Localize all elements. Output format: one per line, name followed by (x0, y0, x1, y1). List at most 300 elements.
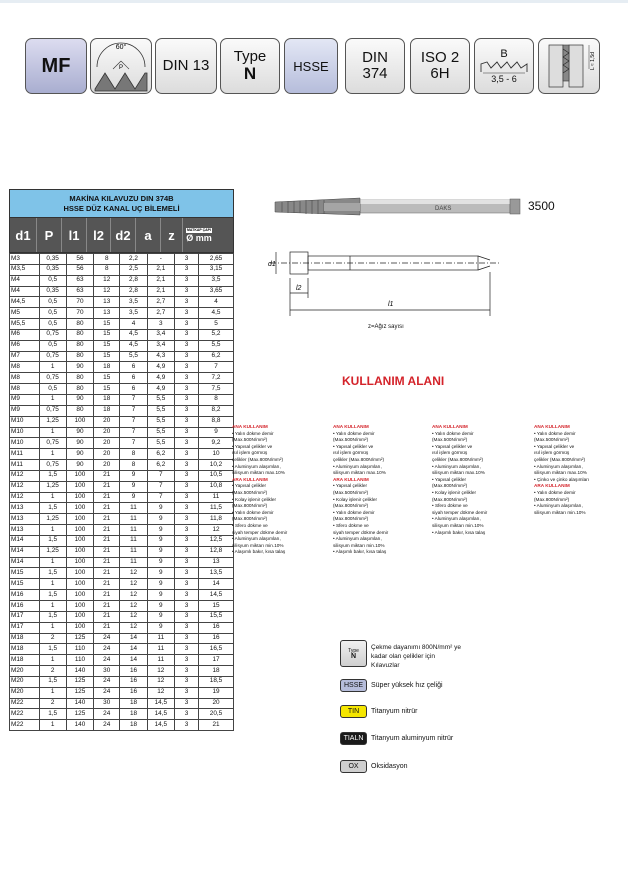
table-cell: 2 (39, 698, 66, 709)
flute-note: z=Ağız sayısı (368, 324, 404, 330)
usage-item: silisyum miktarı min.10% (333, 542, 385, 548)
usage-item: • Sfero dökme ve (432, 503, 468, 509)
table-cell: 90 (66, 427, 93, 438)
ox-desc: Oksidasyon (371, 763, 408, 770)
usage-item: ısıl işlem görmüş (432, 450, 468, 456)
table-cell: 3 (174, 470, 198, 481)
din13-badge (155, 38, 217, 94)
table-cell: 11 (120, 535, 147, 546)
usage-item: siyah temper dökme demir (232, 529, 288, 535)
table-cell: 3 (174, 676, 198, 687)
svg-text:60°: 60° (115, 44, 127, 51)
table-cell: 21 (94, 514, 120, 525)
drill-header-small: MATKAP ÇAPI (187, 227, 211, 232)
table-cell: 3 (174, 340, 198, 351)
svg-text:P: P (118, 65, 124, 71)
table-row (10, 687, 234, 698)
usage-item: silisyum miktarı max.10% (232, 470, 285, 476)
thread-profile-icon (90, 38, 152, 94)
table-cell: 3 (174, 666, 198, 677)
table-cell: 2 (39, 633, 66, 644)
table-cell: 1 (39, 394, 66, 405)
table-cell: 5,5 (147, 405, 174, 416)
table-cell: 80 (66, 405, 93, 416)
table-cell: 11 (199, 492, 234, 503)
table-cell: 7 (120, 427, 147, 438)
table-cell: 1,5 (39, 535, 66, 546)
table-cell: 20 (94, 449, 120, 460)
table-cell: 0,35 (39, 254, 66, 265)
table-cell: M6 (10, 340, 40, 351)
table-cell: 56 (66, 254, 93, 265)
thread-60-icon (91, 39, 151, 93)
table-cell: 18 (120, 698, 147, 709)
usage-item: (Max.800N/mm²) (333, 516, 369, 522)
table-cell: 3 (174, 427, 198, 438)
usage-heading: ANA KULLANIM (232, 424, 268, 429)
table-cell: M8 (10, 362, 40, 373)
usage-item: • Aluminyum alaşımları, (432, 516, 481, 522)
usage-item: siyah temper dökme demir (432, 509, 488, 515)
usage-item: • Yalın dökme demir (333, 430, 375, 436)
table-row (10, 611, 234, 622)
table-cell: 1 (39, 362, 66, 373)
table-cell: 0,5 (39, 384, 66, 395)
table-cell: 15 (94, 329, 120, 340)
table-cell: M20 (10, 676, 40, 687)
table-cell: 3 (174, 308, 198, 319)
usage-item: • Aluminyum alaşımları, (534, 503, 583, 509)
table-cell: 140 (66, 666, 93, 677)
table-cell: 3 (174, 286, 198, 297)
table-cell: 1 (39, 427, 66, 438)
table-cell: M13 (10, 503, 40, 514)
table-row (10, 427, 234, 438)
table-cell: 16 (120, 666, 147, 677)
table-cell: 3 (174, 384, 198, 395)
table-cell: 21 (199, 720, 234, 731)
table-row (10, 319, 234, 330)
table-row (10, 666, 234, 677)
usage-item: • Yapısal çelikler ve (232, 443, 273, 449)
table-cell: 12,5 (199, 535, 234, 546)
table-cell: 3,5 (199, 275, 234, 286)
table-cell: 0,35 (39, 286, 66, 297)
table-cell: 20 (94, 427, 120, 438)
table-cell: 6 (120, 362, 147, 373)
table-cell: M18 (10, 644, 40, 655)
usage-heading: ANA KULLANIM (432, 424, 468, 429)
usage-item: (Max.800N/mm²) (232, 503, 268, 509)
table-cell: M4 (10, 286, 40, 297)
table-cell: 140 (66, 720, 93, 731)
table-cell: 6 (120, 373, 147, 384)
usage-item: • Aluminyum alaşımları, (534, 463, 583, 469)
ox-legend-icon: OX (340, 760, 367, 773)
table-cell: M18 (10, 633, 40, 644)
table-cell: 18 (120, 720, 147, 731)
table-cell: 11 (120, 503, 147, 514)
table-cell: 1,5 (39, 470, 66, 481)
table-cell: 1,5 (39, 611, 66, 622)
table-cell: 14 (120, 644, 147, 655)
table-row (10, 470, 234, 481)
usage-item: (Max.500N/mm²) (333, 489, 369, 495)
usage-item: • Yalın dökme demir (534, 489, 576, 495)
usage-heading: ARA KULLANIM (534, 483, 570, 489)
table-cell: 1 (39, 579, 66, 590)
table-cell: M16 (10, 601, 40, 612)
table-cell: 80 (66, 373, 93, 384)
table-cell: 21 (94, 557, 120, 568)
table-title (9, 189, 234, 218)
usage-heading: ARA KULLANIM (232, 476, 268, 482)
table-cell: 140 (66, 698, 93, 709)
table-cell: 3 (174, 655, 198, 666)
table-cell: M22 (10, 709, 40, 720)
table-cell: 4,3 (147, 351, 174, 362)
tialn-legend-icon: TIALN (340, 732, 367, 745)
table-cell: 9 (147, 601, 174, 612)
table-cell: 11 (120, 525, 147, 536)
usage-item: (Max.500N/mm²) (333, 437, 369, 443)
table-title-line2: HSSE DÜZ KANAL UÇ BİLEMELİ (63, 203, 180, 213)
table-cell: 18 (199, 666, 234, 677)
usage-item: (Max.500N/mm²) (232, 437, 268, 443)
table-cell: 1,5 (39, 568, 66, 579)
table-cell: 2 (39, 666, 66, 677)
table-cell: 11,8 (199, 514, 234, 525)
table-cell: M9 (10, 405, 40, 416)
table-cell: 13 (199, 557, 234, 568)
table-cell: 2,8 (120, 286, 147, 297)
usage-item: • Yalın dökme demir (432, 430, 474, 436)
table-cell: 7,5 (199, 384, 234, 395)
table-cell: 3 (174, 405, 198, 416)
table-row (10, 254, 234, 265)
usage-item: çelikler (Max.800N/mm²) (232, 456, 284, 462)
table-cell: 1,25 (39, 481, 66, 492)
table-cell: 15 (94, 340, 120, 351)
table-row (10, 492, 234, 503)
table-row (10, 297, 234, 308)
table-cell: 0,5 (39, 308, 66, 319)
table-cell: 0,5 (39, 275, 66, 286)
table-cell: 1,25 (39, 416, 66, 427)
table-row (10, 394, 234, 405)
table-cell: 100 (66, 622, 93, 633)
table-cell: 8,2 (199, 405, 234, 416)
table-cell: 1 (39, 687, 66, 698)
type-n-badge (220, 38, 280, 94)
table-cell: M11 (10, 449, 40, 460)
table-cell: 20,5 (199, 709, 234, 720)
usage-title: KULLANIM ALANI (342, 374, 445, 388)
table-cell: M14 (10, 546, 40, 557)
table-cell: 2,7 (147, 308, 174, 319)
table-cell: 2,5 (120, 264, 147, 275)
table-row (10, 709, 234, 720)
hsse-desc: Süper yüksek hız çeliği (371, 682, 443, 689)
table-cell: 2,1 (147, 264, 174, 275)
table-cell: 3 (174, 329, 198, 340)
table-cell: 12 (147, 666, 174, 677)
table-cell: 3 (174, 709, 198, 720)
col-p: P (37, 218, 62, 252)
table-cell: 3 (174, 264, 198, 275)
table-cell: 100 (66, 416, 93, 427)
drill-header-label: Ø mm (186, 232, 212, 243)
usage-item: • Alaşımlı bakır, kısa talaş (432, 529, 486, 535)
table-cell: 20 (94, 438, 120, 449)
col-drill (183, 218, 215, 252)
table-cell: 11,5 (199, 503, 234, 514)
table-cell: 8,8 (199, 416, 234, 427)
usage-item: • Yalın dökme demir (333, 509, 375, 515)
type-desc-1: Çekme dayanımı 800N/mm² ye (371, 644, 461, 651)
table-cell: 21 (94, 590, 120, 601)
usage-item: • Yapısal çelikler (232, 483, 267, 489)
hsse-badge (284, 38, 338, 94)
table-cell: 4 (199, 297, 234, 308)
table-cell: M12 (10, 492, 40, 503)
table-cell: 1 (39, 720, 66, 731)
table-cell: 1 (39, 601, 66, 612)
table-cell: 3 (174, 633, 198, 644)
usage-item: • Yalın dökme demir (232, 430, 274, 436)
table-cell: 3,4 (147, 329, 174, 340)
table-cell: 100 (66, 470, 93, 481)
table-cell: 100 (66, 492, 93, 503)
table-cell: 1,5 (39, 503, 66, 514)
usage-item: ısıl işlem görmüş (534, 450, 570, 456)
table-cell: 3 (174, 460, 198, 471)
table-cell: 11 (147, 644, 174, 655)
usage-item: • Yapısal çelikler ve (534, 443, 575, 449)
product-code: 3500 (528, 199, 555, 213)
table-cell: M5 (10, 308, 40, 319)
table-cell: 3 (174, 492, 198, 503)
usage-item: • Kolay işlenir çelikler (333, 496, 378, 502)
table-header (9, 218, 234, 253)
usage-item: (Max.800N/mm²) (432, 483, 468, 489)
usage-item: • Sfero dökme ve (232, 522, 268, 528)
table-cell: 2,1 (147, 275, 174, 286)
table-cell: 80 (66, 329, 93, 340)
iso-line2: 6H (430, 65, 450, 82)
table-row (10, 438, 234, 449)
usage-item: • Yapısal çelikler (333, 483, 368, 489)
table-cell: 14 (120, 655, 147, 666)
table-row (10, 546, 234, 557)
table-cell: 2,2 (120, 254, 147, 265)
table-cell: 0,75 (39, 405, 66, 416)
table-cell: M5,5 (10, 319, 40, 330)
table-cell: 100 (66, 557, 93, 568)
usage-item: silisyum miktarı max.10% (333, 470, 386, 476)
table-cell: 100 (66, 590, 93, 601)
table-cell: M12 (10, 470, 40, 481)
table-cell: 3 (174, 503, 198, 514)
dim-l2: l2 (296, 285, 302, 292)
table-row (10, 405, 234, 416)
table-row (10, 676, 234, 687)
table-row (10, 416, 234, 427)
table-cell: 70 (66, 297, 93, 308)
table-cell: 0,75 (39, 351, 66, 362)
tap-photo (275, 198, 520, 215)
table-cell: 80 (66, 340, 93, 351)
table-cell: M20 (10, 687, 40, 698)
table-cell: 9 (147, 503, 174, 514)
table-cell: 63 (66, 275, 93, 286)
table-cell: 110 (66, 644, 93, 655)
table-cell: 12 (147, 687, 174, 698)
usage-column (333, 424, 425, 556)
table-row (10, 720, 234, 731)
table-cell: 7 (147, 470, 174, 481)
usage-item: silisyum miktarı min.10% (534, 509, 586, 515)
din374-badge (345, 38, 405, 94)
table-cell: 15 (199, 601, 234, 612)
legend-type-n (340, 640, 461, 670)
table-cell: 5,2 (199, 329, 234, 340)
usage-item: ısıl işlem görmüş (232, 450, 268, 456)
table-row (10, 351, 234, 362)
table-cell: M8 (10, 384, 40, 395)
table-cell: 10,5 (199, 470, 234, 481)
iso-line1: ISO 2 (420, 49, 460, 66)
table-cell: M22 (10, 698, 40, 709)
spiral-point-icon (474, 38, 534, 94)
usage-item: • Kolay işlenir çelikler (232, 496, 277, 502)
table-cell: M14 (10, 535, 40, 546)
table-cell: 4,5 (120, 340, 147, 351)
table-title-line1: MAKİNA KILAVUZU DIN 374B (69, 193, 174, 203)
shank-marking: DAKS (435, 206, 452, 212)
blind-hole-icon (539, 39, 599, 93)
table-cell: 15 (94, 319, 120, 330)
usage-item: • Aluminyum alaşımları, (232, 463, 281, 469)
tin-desc: Titanyum nitrür (371, 708, 418, 715)
table-cell: 12 (120, 622, 147, 633)
table-cell: 3 (174, 416, 198, 427)
din374-line2: 374 (362, 65, 388, 82)
usage-item: (Max.800N/mm²) (232, 516, 268, 522)
table-row (10, 601, 234, 612)
table-cell: 24 (94, 709, 120, 720)
table-row (10, 329, 234, 340)
table-cell: 1,5 (39, 676, 66, 687)
table-cell: 20 (94, 416, 120, 427)
table-cell: 5,5 (147, 427, 174, 438)
table-cell: 13,5 (199, 568, 234, 579)
table-cell: 4 (120, 319, 147, 330)
table-cell: 18 (94, 405, 120, 416)
table-cell: 3 (174, 275, 198, 286)
table-cell: 12 (94, 275, 120, 286)
table-cell: 3 (174, 720, 198, 731)
table-cell: 18 (120, 709, 147, 720)
table-cell: 18,5 (199, 676, 234, 687)
table-cell: 20 (199, 698, 234, 709)
table-cell: 13 (94, 308, 120, 319)
table-cell: M10 (10, 438, 40, 449)
usage-heading: ARA KULLANIM (333, 476, 369, 482)
table-cell: M17 (10, 611, 40, 622)
table-cell: 3 (174, 557, 198, 568)
table-cell: - (147, 254, 174, 265)
spiral-letter: B (500, 48, 508, 60)
table-cell: 7 (120, 438, 147, 449)
table-cell: 14,5 (147, 709, 174, 720)
table-cell: 4,9 (147, 362, 174, 373)
table-cell: 12 (120, 611, 147, 622)
table-cell: 24 (94, 676, 120, 687)
table-cell: 100 (66, 535, 93, 546)
table-cell: 18 (94, 362, 120, 373)
table-cell: 1 (39, 655, 66, 666)
type-label: Type (233, 48, 267, 65)
dim-d1: d1 (268, 261, 276, 268)
table-cell: 21 (94, 579, 120, 590)
table-cell: 3 (174, 438, 198, 449)
table-cell: 5,5 (120, 351, 147, 362)
tap-technical-drawing (270, 252, 500, 316)
table-cell: 9 (147, 590, 174, 601)
usage-item: • Sfero dökme ve (333, 522, 369, 528)
usage-item: çelikler (Max.800N/mm²) (333, 456, 385, 462)
table-row (10, 308, 234, 319)
usage-item: (Max.500N/mm²) (232, 489, 268, 495)
table-cell: 11 (147, 633, 174, 644)
table-cell: 3,5 (120, 297, 147, 308)
table-row (10, 579, 234, 590)
table-cell: 3 (174, 373, 198, 384)
din374-line1: DIN (362, 49, 388, 66)
table-row (10, 698, 234, 709)
usage-item: (Max.800N/mm²) (333, 503, 369, 509)
table-cell: 90 (66, 362, 93, 373)
table-cell: 16 (120, 676, 147, 687)
table-cell: 100 (66, 514, 93, 525)
col-a: a (136, 218, 161, 252)
table-row (10, 525, 234, 536)
legend-tin (340, 705, 417, 718)
col-l2: l2 (87, 218, 111, 252)
table-cell: 16 (120, 687, 147, 698)
usage-item: • Yalın dökme demir (534, 430, 576, 436)
table-cell: M22 (10, 720, 40, 731)
table-cell: 24 (94, 633, 120, 644)
col-d1: d1 (10, 218, 37, 252)
table-cell: 8 (94, 264, 120, 275)
table-cell: 7 (120, 394, 147, 405)
table-cell: 0,35 (39, 264, 66, 275)
usage-heading: ANA KULLANIM (333, 424, 369, 429)
usage-column (232, 424, 324, 556)
table-cell: 0,75 (39, 460, 66, 471)
table-cell: 7,2 (199, 373, 234, 384)
table-cell: 1,5 (39, 709, 66, 720)
table-row (10, 481, 234, 492)
table-cell: 14,5 (199, 590, 234, 601)
table-cell: 3,65 (199, 286, 234, 297)
table-body (9, 253, 234, 731)
table-cell: 12 (120, 590, 147, 601)
table-cell: 3,5 (120, 308, 147, 319)
table-cell: 7 (120, 416, 147, 427)
